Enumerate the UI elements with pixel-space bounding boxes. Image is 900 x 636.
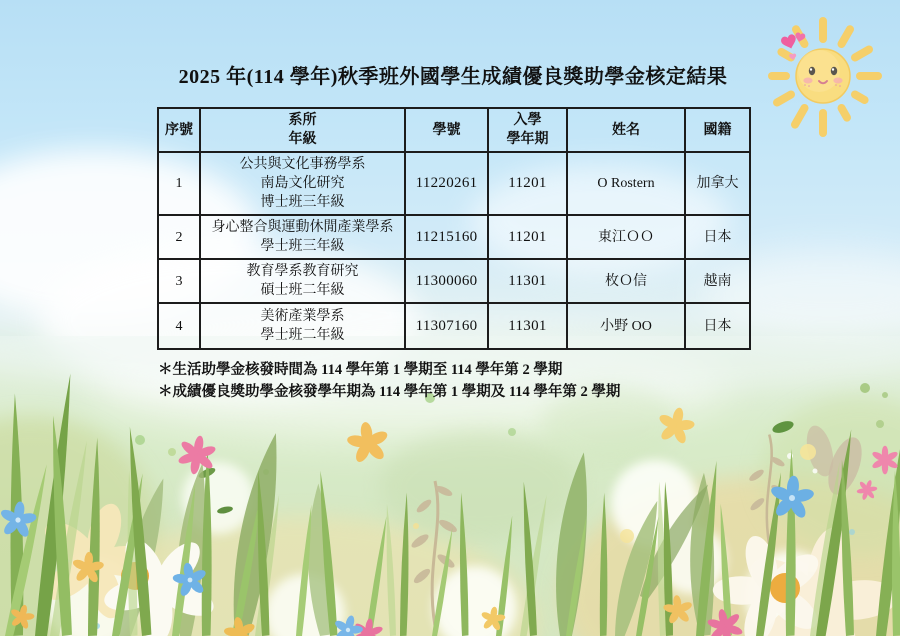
dept-line: 美術產業學系 <box>260 309 345 324</box>
cell-nationality: 日本 <box>685 215 750 259</box>
cell-admission-term: 11301 <box>488 303 567 349</box>
header-dept <box>200 108 405 152</box>
cell-admission-term: 11301 <box>488 259 567 303</box>
footnote-living-stipend: ＊生活助學金核發時間為 114 學年第 1 學期至 114 學年第 2 學期 <box>158 362 563 378</box>
table-row <box>158 303 750 349</box>
page-title: 2025 年(114 學年)秋季班外國學生成績優良獎助學金核定結果 <box>178 66 728 88</box>
dept-line: 碩士班二年級 <box>260 283 345 298</box>
header-dept-line1: 系所 <box>288 113 317 128</box>
cell-dept <box>200 259 405 303</box>
cell-seq: 4 <box>158 303 200 349</box>
results-table <box>157 107 751 350</box>
table-row <box>158 259 750 303</box>
footnotes <box>158 360 798 404</box>
header-admission-line2: 學年期 <box>506 132 549 147</box>
table-row <box>158 215 750 259</box>
dept-line: 南島文化研究 <box>260 176 345 191</box>
cell-seq: 3 <box>158 259 200 303</box>
header-seq: 序號 <box>158 108 200 152</box>
cell-student-id: 11220261 <box>405 152 488 215</box>
cell-name: 東江ＯＯ <box>567 215 685 259</box>
dept-line: 學士班三年級 <box>260 239 345 254</box>
cell-admission-term: 11201 <box>488 215 567 259</box>
footnote-merit-scholarship: ＊成績優良獎助學金核發學年期為 114 學年第 1 學期及 114 學年第 2 學期 <box>158 384 621 400</box>
table-row <box>158 152 750 215</box>
sun-icon <box>750 8 900 153</box>
header-admission-line1: 入學 <box>513 113 542 128</box>
cell-name: 枚Ｏ信 <box>567 259 685 303</box>
cell-name: 小野 OO <box>567 303 685 349</box>
header-student-id: 學號 <box>405 108 488 152</box>
cell-seq: 2 <box>158 215 200 259</box>
table-header-row <box>158 108 750 152</box>
cell-nationality: 越南 <box>685 259 750 303</box>
header-nationality: 國籍 <box>685 108 750 152</box>
dept-line: 博士班三年級 <box>260 195 345 210</box>
cell-student-id: 11300060 <box>405 259 488 303</box>
cell-nationality: 加拿大 <box>685 152 750 215</box>
header-dept-line2: 年級 <box>288 132 317 147</box>
cell-dept <box>200 215 405 259</box>
cell-nationality: 日本 <box>685 303 750 349</box>
cell-admission-term: 11201 <box>488 152 567 215</box>
cell-dept <box>200 303 405 349</box>
header-admission-term <box>488 108 567 152</box>
cell-student-id: 11215160 <box>405 215 488 259</box>
cell-student-id: 11307160 <box>405 303 488 349</box>
dept-line: 公共與文化事務學系 <box>239 157 366 172</box>
header-name: 姓名 <box>567 108 685 152</box>
dept-line: 教育學系教育研究 <box>246 264 359 279</box>
cell-seq: 1 <box>158 152 200 215</box>
cell-dept <box>200 152 405 215</box>
dept-line: 身心整合與運動休閒產業學系 <box>211 220 394 235</box>
dept-line: 學士班二年級 <box>260 328 345 343</box>
cell-name: O Rostern <box>567 152 685 215</box>
